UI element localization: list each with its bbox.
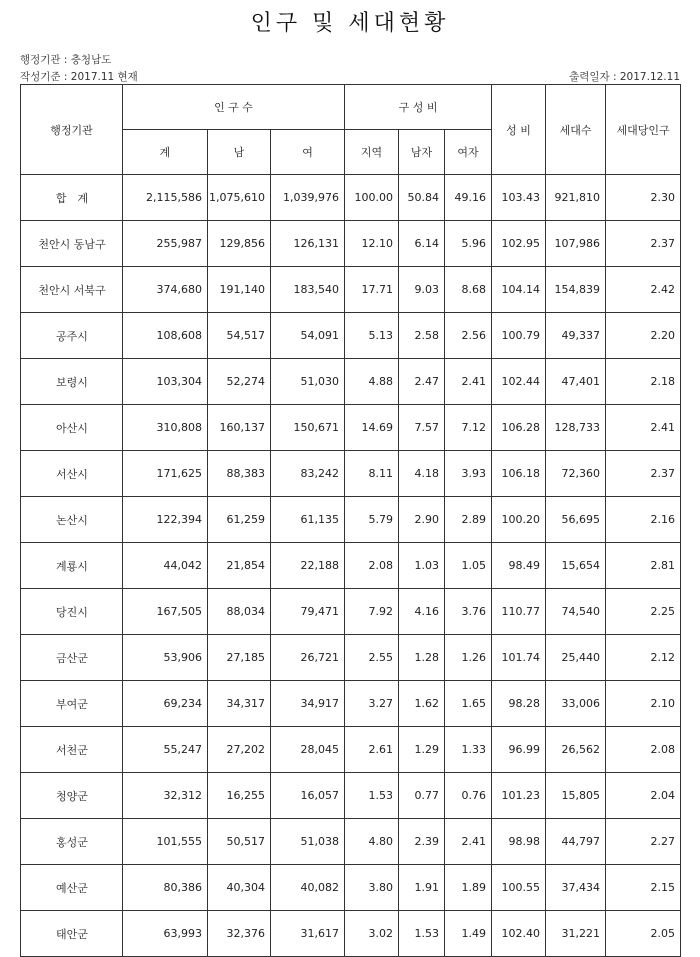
cell-sex-ratio: 98.98 (492, 819, 546, 865)
cell-male-ratio: 0.77 (399, 773, 445, 819)
cell-per-household: 2.41 (606, 405, 681, 451)
cell-female: 26,721 (271, 635, 345, 681)
cell-male-ratio: 2.90 (399, 497, 445, 543)
cell-female: 183,540 (271, 267, 345, 313)
cell-households: 921,810 (546, 175, 606, 221)
cell-female: 31,617 (271, 911, 345, 957)
cell-households: 44,797 (546, 819, 606, 865)
table-row (21, 635, 681, 681)
cell-region-ratio: 5.13 (345, 313, 399, 359)
cell-region-ratio: 2.61 (345, 727, 399, 773)
cell-male: 88,034 (208, 589, 271, 635)
cell-region-ratio: 3.80 (345, 865, 399, 911)
cell-sex-ratio: 106.28 (492, 405, 546, 451)
cell-per-household: 2.08 (606, 727, 681, 773)
cell-households: 15,805 (546, 773, 606, 819)
agency-line: 행정기관 : 충청남도 (20, 54, 112, 66)
cell-female-ratio: 1.89 (445, 865, 492, 911)
cell-sex-ratio: 106.18 (492, 451, 546, 497)
cell-female: 150,671 (271, 405, 345, 451)
table-row (21, 865, 681, 911)
header-male-ratio: 남자 (399, 130, 445, 175)
header-region: 지역 (345, 130, 399, 175)
cell-sex-ratio: 100.79 (492, 313, 546, 359)
cell-region-ratio: 5.79 (345, 497, 399, 543)
cell-per-household: 2.16 (606, 497, 681, 543)
cell-total: 69,234 (123, 681, 208, 727)
cell-female: 83,242 (271, 451, 345, 497)
cell-female: 34,917 (271, 681, 345, 727)
cell-total: 374,680 (123, 267, 208, 313)
cell-female-ratio: 1.33 (445, 727, 492, 773)
cell-male-ratio: 4.18 (399, 451, 445, 497)
cell-male: 27,185 (208, 635, 271, 681)
cell-male: 34,317 (208, 681, 271, 727)
cell-female-ratio: 1.26 (445, 635, 492, 681)
cell-total: 32,312 (123, 773, 208, 819)
cell-total: 122,394 (123, 497, 208, 543)
table-row (21, 497, 681, 543)
cell-region-ratio: 3.27 (345, 681, 399, 727)
cell-male: 32,376 (208, 911, 271, 957)
cell-sex-ratio: 98.49 (492, 543, 546, 589)
header-sex-ratio: 성 비 (492, 85, 546, 175)
cell-total: 63,993 (123, 911, 208, 957)
cell-households: 72,360 (546, 451, 606, 497)
cell-female-ratio: 3.76 (445, 589, 492, 635)
cell-households: 26,562 (546, 727, 606, 773)
table-row (21, 543, 681, 589)
cell-total: 310,808 (123, 405, 208, 451)
table-row (21, 451, 681, 497)
population-table (20, 84, 681, 957)
cell-female-ratio: 2.89 (445, 497, 492, 543)
cell-male-ratio: 1.28 (399, 635, 445, 681)
cell-per-household: 2.42 (606, 267, 681, 313)
table-row (21, 727, 681, 773)
cell-male-ratio: 9.03 (399, 267, 445, 313)
cell-agency-name: 부여군 (21, 681, 123, 727)
cell-female: 51,030 (271, 359, 345, 405)
cell-male: 61,259 (208, 497, 271, 543)
cell-total: 103,304 (123, 359, 208, 405)
header-male: 남 (208, 130, 271, 175)
table-row (21, 405, 681, 451)
cell-agency-name: 청양군 (21, 773, 123, 819)
cell-agency-name: 홍성군 (21, 819, 123, 865)
cell-sex-ratio: 102.95 (492, 221, 546, 267)
document-title: 인구 및 세대현황 (250, 11, 450, 36)
cell-female: 28,045 (271, 727, 345, 773)
cell-per-household: 2.05 (606, 911, 681, 957)
cell-total: 55,247 (123, 727, 208, 773)
cell-male: 16,255 (208, 773, 271, 819)
basis-line: 작성기준 : 2017.11 현재 (20, 71, 138, 83)
cell-female-ratio: 5.96 (445, 221, 492, 267)
cell-total: 101,555 (123, 819, 208, 865)
cell-female-ratio: 1.65 (445, 681, 492, 727)
cell-per-household: 2.37 (606, 221, 681, 267)
cell-region-ratio: 12.10 (345, 221, 399, 267)
cell-per-household: 2.27 (606, 819, 681, 865)
header-per-household: 세대당인구 (606, 85, 681, 175)
cell-total: 167,505 (123, 589, 208, 635)
cell-households: 47,401 (546, 359, 606, 405)
cell-total: 53,906 (123, 635, 208, 681)
cell-agency-name: 합 계 (21, 175, 123, 221)
cell-agency-name: 태안군 (21, 911, 123, 957)
cell-sex-ratio: 98.28 (492, 681, 546, 727)
cell-agency-name: 서천군 (21, 727, 123, 773)
cell-male-ratio: 2.39 (399, 819, 445, 865)
cell-male-ratio: 1.03 (399, 543, 445, 589)
cell-sex-ratio: 101.74 (492, 635, 546, 681)
header-composition: 구 성 비 (345, 85, 492, 130)
cell-male-ratio: 1.29 (399, 727, 445, 773)
cell-per-household: 2.12 (606, 635, 681, 681)
cell-households: 74,540 (546, 589, 606, 635)
cell-region-ratio: 4.80 (345, 819, 399, 865)
header-female: 여 (271, 130, 345, 175)
cell-region-ratio: 17.71 (345, 267, 399, 313)
header-agency: 행정기관 (21, 85, 123, 175)
cell-female: 79,471 (271, 589, 345, 635)
cell-households: 56,695 (546, 497, 606, 543)
cell-male-ratio: 1.53 (399, 911, 445, 957)
cell-male-ratio: 2.58 (399, 313, 445, 359)
cell-female-ratio: 1.49 (445, 911, 492, 957)
cell-female: 51,038 (271, 819, 345, 865)
cell-region-ratio: 1.53 (345, 773, 399, 819)
table-row (21, 267, 681, 313)
table-row (21, 681, 681, 727)
cell-households: 25,440 (546, 635, 606, 681)
table-row (21, 175, 681, 221)
cell-region-ratio: 2.08 (345, 543, 399, 589)
cell-male: 21,854 (208, 543, 271, 589)
cell-male: 129,856 (208, 221, 271, 267)
cell-male: 40,304 (208, 865, 271, 911)
cell-region-ratio: 7.92 (345, 589, 399, 635)
cell-male-ratio: 1.91 (399, 865, 445, 911)
cell-male: 54,517 (208, 313, 271, 359)
cell-total: 44,042 (123, 543, 208, 589)
cell-female: 16,057 (271, 773, 345, 819)
header-row-1 (21, 85, 681, 130)
cell-per-household: 2.18 (606, 359, 681, 405)
cell-total: 2,115,586 (123, 175, 208, 221)
cell-female-ratio: 3.93 (445, 451, 492, 497)
table-row (21, 819, 681, 865)
cell-agency-name: 공주시 (21, 313, 123, 359)
cell-total: 171,625 (123, 451, 208, 497)
cell-total: 80,386 (123, 865, 208, 911)
cell-male: 50,517 (208, 819, 271, 865)
cell-female-ratio: 2.41 (445, 819, 492, 865)
cell-total: 255,987 (123, 221, 208, 267)
cell-households: 31,221 (546, 911, 606, 957)
cell-region-ratio: 14.69 (345, 405, 399, 451)
cell-agency-name: 서산시 (21, 451, 123, 497)
cell-female-ratio: 8.68 (445, 267, 492, 313)
cell-per-household: 2.15 (606, 865, 681, 911)
cell-male: 160,137 (208, 405, 271, 451)
cell-female: 40,082 (271, 865, 345, 911)
cell-male: 1,075,610 (208, 175, 271, 221)
header-female-ratio: 여자 (445, 130, 492, 175)
cell-male: 27,202 (208, 727, 271, 773)
table-row (21, 359, 681, 405)
table-row (21, 589, 681, 635)
cell-households: 128,733 (546, 405, 606, 451)
header-households: 세대수 (546, 85, 606, 175)
cell-female-ratio: 2.56 (445, 313, 492, 359)
cell-agency-name: 당진시 (21, 589, 123, 635)
cell-households: 15,654 (546, 543, 606, 589)
cell-agency-name: 논산시 (21, 497, 123, 543)
cell-male: 191,140 (208, 267, 271, 313)
table-row (21, 221, 681, 267)
cell-male-ratio: 4.16 (399, 589, 445, 635)
cell-households: 154,839 (546, 267, 606, 313)
cell-agency-name: 천안시 동남구 (21, 221, 123, 267)
cell-households: 37,434 (546, 865, 606, 911)
cell-sex-ratio: 96.99 (492, 727, 546, 773)
cell-per-household: 2.37 (606, 451, 681, 497)
cell-sex-ratio: 110.77 (492, 589, 546, 635)
cell-male-ratio: 6.14 (399, 221, 445, 267)
cell-per-household: 2.20 (606, 313, 681, 359)
cell-per-household: 2.81 (606, 543, 681, 589)
cell-sex-ratio: 104.14 (492, 267, 546, 313)
cell-total: 108,608 (123, 313, 208, 359)
cell-male-ratio: 50.84 (399, 175, 445, 221)
cell-sex-ratio: 100.55 (492, 865, 546, 911)
cell-female-ratio: 49.16 (445, 175, 492, 221)
cell-per-household: 2.30 (606, 175, 681, 221)
cell-male-ratio: 7.57 (399, 405, 445, 451)
cell-male: 52,274 (208, 359, 271, 405)
cell-agency-name: 금산군 (21, 635, 123, 681)
cell-per-household: 2.10 (606, 681, 681, 727)
cell-agency-name: 예산군 (21, 865, 123, 911)
cell-households: 49,337 (546, 313, 606, 359)
table-row (21, 313, 681, 359)
cell-sex-ratio: 103.43 (492, 175, 546, 221)
cell-agency-name: 천안시 서북구 (21, 267, 123, 313)
cell-male: 88,383 (208, 451, 271, 497)
cell-region-ratio: 8.11 (345, 451, 399, 497)
cell-households: 107,986 (546, 221, 606, 267)
cell-sex-ratio: 102.40 (492, 911, 546, 957)
cell-female: 61,135 (271, 497, 345, 543)
header-total: 계 (123, 130, 208, 175)
cell-sex-ratio: 102.44 (492, 359, 546, 405)
table-row (21, 911, 681, 957)
cell-region-ratio: 2.55 (345, 635, 399, 681)
cell-female: 126,131 (271, 221, 345, 267)
cell-agency-name: 계룡시 (21, 543, 123, 589)
cell-region-ratio: 4.88 (345, 359, 399, 405)
output-date-line: 출력일자 : 2017.12.11 (569, 71, 680, 83)
table-body (21, 175, 681, 957)
cell-female: 1,039,976 (271, 175, 345, 221)
cell-sex-ratio: 101.23 (492, 773, 546, 819)
cell-female: 22,188 (271, 543, 345, 589)
cell-male-ratio: 1.62 (399, 681, 445, 727)
cell-female-ratio: 2.41 (445, 359, 492, 405)
cell-region-ratio: 100.00 (345, 175, 399, 221)
cell-households: 33,006 (546, 681, 606, 727)
cell-sex-ratio: 100.20 (492, 497, 546, 543)
cell-female-ratio: 7.12 (445, 405, 492, 451)
cell-per-household: 2.04 (606, 773, 681, 819)
cell-female-ratio: 0.76 (445, 773, 492, 819)
cell-region-ratio: 3.02 (345, 911, 399, 957)
table-row (21, 773, 681, 819)
cell-female-ratio: 1.05 (445, 543, 492, 589)
cell-agency-name: 보령시 (21, 359, 123, 405)
cell-male-ratio: 2.47 (399, 359, 445, 405)
cell-per-household: 2.25 (606, 589, 681, 635)
header-population: 인 구 수 (123, 85, 345, 130)
cell-agency-name: 아산시 (21, 405, 123, 451)
cell-female: 54,091 (271, 313, 345, 359)
